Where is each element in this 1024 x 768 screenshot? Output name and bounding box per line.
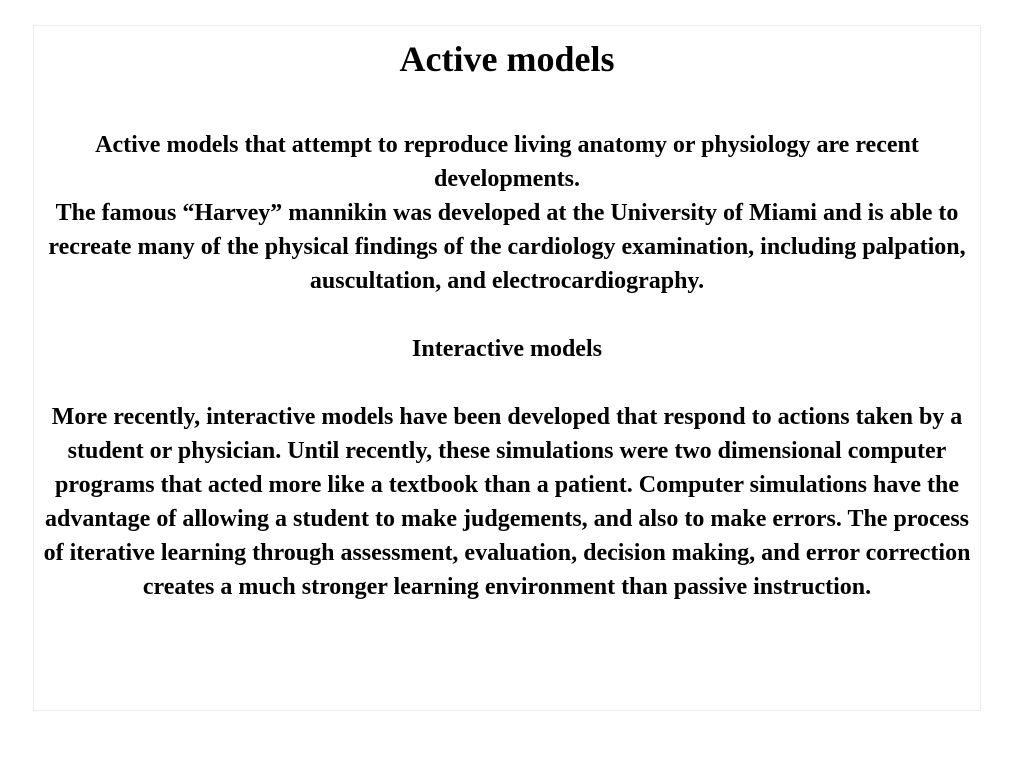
spacer: [40, 366, 974, 400]
active-models-paragraph-2: The famous “Harvey” mannikin was developed at the University of Miami and is able to recreate many of the physical findings of the cardiology examination, including palpation, auscultation, and electrocardiography.: [48, 200, 966, 294]
slide-body: [34, 128, 980, 604]
interactive-models-paragraph: More recently, interactive models have been developed that respond to actions taken by a student or physician. Until recently, these simulations were two dimensional computer programs that acted more like a textbook than a patient. Computer simulations have the advantage of allowing a student to make judgements, and also to make errors. The process of iterative learning through assessment, evaluation, decision making, and error correction creates a much stronger learning environment than passive instruction.: [43, 404, 971, 600]
interactive-models-heading: Interactive models: [412, 336, 602, 362]
active-models-paragraph-1: Active models that attempt to reproduce living anatomy or physiology are recent developments.: [95, 132, 919, 192]
slide-title: Active models: [399, 39, 615, 79]
slide: [33, 25, 981, 711]
spacer: [40, 298, 974, 332]
